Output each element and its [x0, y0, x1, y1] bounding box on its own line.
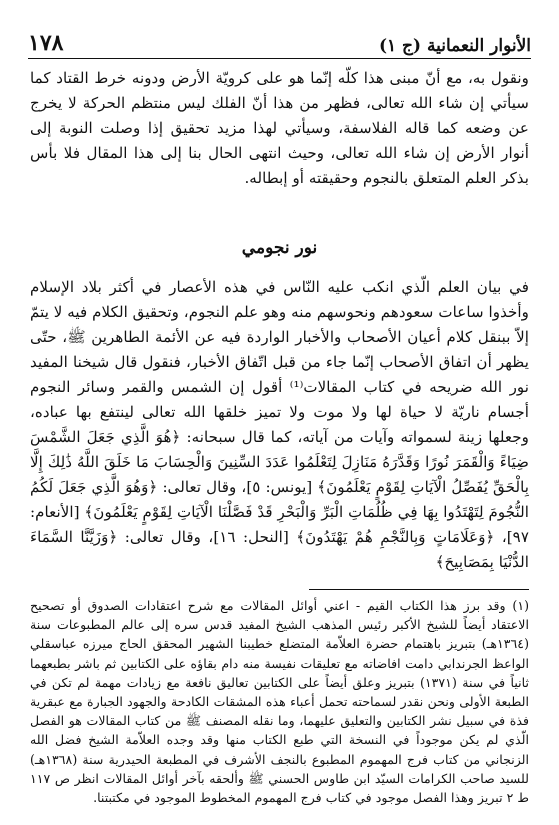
- intro-paragraph-block: [30, 66, 529, 191]
- footnote-text: (١) وقد برز هذا الكتاب القيم - اعني أوائل المقالات مع شرح اعتقادات الصدوق أو تصحيح الاعتقاد أيضاً للشيخ الأكبر رئيس المذهب الشيخ المفيد قدس سره إلى عالم المطبوعات سنة (١٣٦٤هـ) بتبريز باهتمام حضرة العلاّمة المتضلع خطيبنا الشهير المحقق الحاج ميرزه عباسقلي الواعظ الجرندابي دامت افاضاته مع تعليقات نفيسة منه دام بقاؤه على الكتابين ثم باشر بطبعهما ثانياً في سنة (١٣٧١) بتبريز وعلق أيضاً على الكتابين تعاليق نافعة مع زيادات مهمة لم تكن في الطبعة الأولى ونحن نقدر لسماحته تحمل أعباء هذه المشقات الكادحة والجهود الجبارة مع عبقرية فذة في سبيل نشر الكتابين والتعليق عليهما، وما نقله المصنف ﷺ من كتاب المقالات هو الفصل الّذي لم يكن موجوداً في النسخة التي طبع الكتاب منها وقد وجده العلاّمة الشيخ فضل الله الزنجاني من كتاب فرج المهموم المطبوع بالنجف الأشرف في المطبعة الحيدرية سنة (١٣٦٨هـ) للسيد صاحب الكرامات السيّد ابن طاوس الحسني ﷺ وألحقه بآخر أوائل المقالات انظر ص ١١٧ ط ٢ تبريز وهذا الفصل موجود في كتاب فرج المهموم المخطوط الموجود في مكتبتنا.: [30, 598, 529, 806]
- intro-paragraph: ونقول به، مع أنّ مبنى هذا كلّه إنّما هو على كرويّة الأرض ودونه خرط القتاد كما سيأتي إن شاء الله تعالى، فظهر من هذا أنّ الفلك ليس منتظم الحركة لا يخرج عن وضعه كما قاله الفلاسفة، وسيأتي لهذا مزيد تحقيق إذا وصلت النوبة إلى أنوار الأرض إن شاء الله تعالى، وحيث انتهى الحال بنا إلى هذا المقال فلا بأس بذكر العلم المتعلق بالنجوم وحقيقته أو إبطاله.: [30, 69, 529, 187]
- footnote-block: [30, 596, 529, 807]
- main-paragraph: في بيان العلم الّذي انكب عليه النّاس في هذه الأعصار في أكثر بلاد الإسلام وأخذوا ساعات سعودهم ونحوسهم منه وهو علم النجوم، وتحقيق الكلام فيه لا يتمّ إلاّ ببنقل كلام أعيان الأصحاب والأخبار الواردة فيه عن الأئمة الطاهرين ﷺ، حتّى يظهر أن اتفاق الأصحاب إنّما جاء من قبل اتّفاق الأخبار، فنقول قال شيخنا المفيد نور الله ضريحه في كتاب المقالات⁽¹⁾ أقول إن الشمس والقمر وسائر النجوم أجسام ناريّة لا حياة لها ولا موت ولا تميز خلقها الله تعالى لينتفع بها عباده، وجعلها زينة لسمواته وآيات من آياته، كما قال سبحانه: ﴿هُوَ الَّذِي جَعَلَ الشَّمْسَ ضِيَاءً وَالْقَمَرَ نُورًا وَقَدَّرَهُ مَنَازِلَ لِتَعْلَمُوا عَدَدَ السِّنِينَ وَالْحِسَابَ مَا خَلَقَ اللَّهُ ذَٰلِكَ إِلَّا بِالْحَقِّ يُفَصِّلُ الْآيَاتِ لِقَوْمٍ يَعْلَمُونَ﴾ [يونس: ٥]، وقال تعالى: ﴿وَهُوَ الَّذِي جَعَلَ لَكُمُ النُّجُومَ لِتَهْتَدُوا بِهَا فِي ظُلُمَاتِ الْبَرِّ وَالْبَحْرِ قَدْ فَصَّلْنَا الْآيَاتِ لِقَوْمٍ يَعْلَمُونَ﴾ [الأنعام: ٩٧]، ﴿وَعَلَامَاتٍ وَبِالنَّجْمِ هُمْ يَهْتَدُونَ﴾ [النحل: ١٦]، وقال تعالى: ﴿وَزَيَّنَّا السَّمَاءَ الدُّنْيَا بِمَصَابِيحَ﴾: [30, 278, 529, 571]
- running-title: الأنوار النعمانية (ج ١): [378, 36, 531, 56]
- page-number: ١٧٨: [28, 30, 64, 56]
- section-title: نور نجومي: [241, 238, 318, 258]
- header-divider: [28, 58, 531, 59]
- page-header: [28, 26, 531, 56]
- footnote-divider: [309, 589, 529, 590]
- main-paragraph-block: [30, 275, 529, 575]
